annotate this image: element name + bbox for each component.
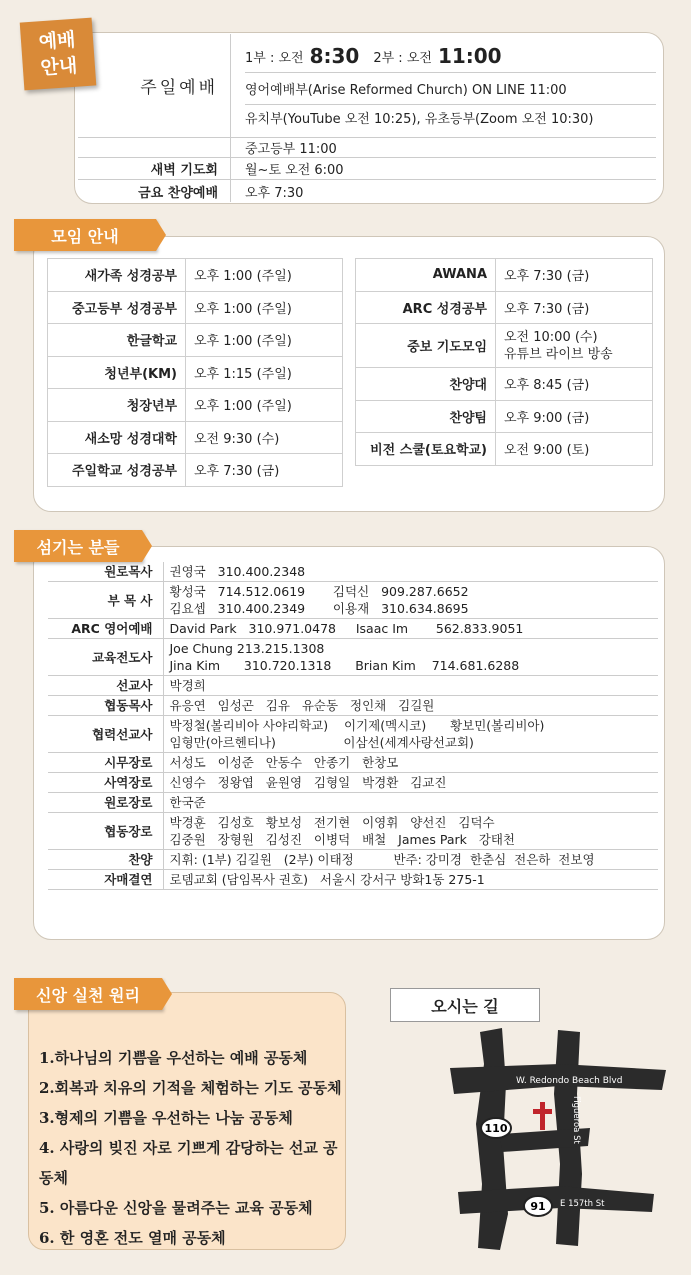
staff-row xyxy=(48,773,658,793)
staff-tag: 섬기는 분들 xyxy=(14,530,142,562)
dawn-label: 새벽 기도회 xyxy=(150,163,218,178)
sunday-row xyxy=(78,34,656,138)
staff-row xyxy=(48,793,658,813)
staff-names xyxy=(163,619,658,639)
meeting-name: 비전 스쿨(토요학교) xyxy=(356,433,496,466)
staff-names xyxy=(163,773,658,793)
staff-names xyxy=(163,676,658,696)
dawn-row xyxy=(78,158,656,180)
youth-service: 중고등부 11:00 xyxy=(230,138,656,157)
staff-role: 원로장로 xyxy=(48,793,163,813)
worship-tag-line1: 예배 xyxy=(38,28,77,54)
staff-row xyxy=(48,850,658,870)
service1-time: 8:30 xyxy=(309,44,360,68)
meeting-name: 주일학교 성경공부 xyxy=(48,454,186,487)
principles-list xyxy=(39,1043,345,1253)
meeting-row xyxy=(48,389,343,422)
staff-role: 자매결연 xyxy=(48,870,163,890)
staff-line: 김중원 장형원 김성진 이병덕 배철 James Park 강태천 xyxy=(169,832,516,847)
meeting-row xyxy=(356,368,653,401)
meeting-row xyxy=(48,324,343,357)
meeting-name: AWANA xyxy=(356,259,496,292)
principles-tag: 신앙 실천 원리 xyxy=(14,978,162,1010)
staff-names xyxy=(163,562,658,582)
meeting-time: 오후 7:30 (금) xyxy=(186,454,343,487)
meeting-time: 오전 9:30 (수) xyxy=(186,421,343,454)
staff-role: 교육전도사 xyxy=(48,639,163,676)
meeting-name: 새가족 성경공부 xyxy=(48,259,186,292)
meeting-name: 한글학교 xyxy=(48,324,186,357)
worship-tag-line2: 안내 xyxy=(39,54,78,80)
meeting-time: 오후 1:00 (주일) xyxy=(186,291,343,324)
friday-time: 오후 7:30 xyxy=(230,180,656,202)
staff-names xyxy=(163,870,658,890)
meeting-row xyxy=(356,291,653,324)
meeting-row xyxy=(48,259,343,292)
staff-role: 사역장로 xyxy=(48,773,163,793)
meeting-name: 중고등부 성경공부 xyxy=(48,291,186,324)
staff-row xyxy=(48,696,658,716)
principle-item: 3.형제의 기쁨을 우선하는 나눔 공동체 xyxy=(39,1109,293,1127)
sunday-services xyxy=(245,41,656,73)
staff-role: 찬양 xyxy=(48,850,163,870)
staff-role: ARC 영어예배 xyxy=(48,619,163,639)
staff-line: Joe Chung 213.215.1308 xyxy=(169,641,325,656)
meeting-name: 중보 기도모임 xyxy=(356,324,496,368)
highway-91-sign xyxy=(524,1196,552,1216)
sunday-values xyxy=(230,34,656,137)
staff-table xyxy=(48,562,658,890)
principle-item: 6. 한 영혼 전도 열매 공동체 xyxy=(39,1229,226,1247)
staff-row xyxy=(48,753,658,773)
staff-line: 한국준 xyxy=(169,795,206,810)
highway-110-sign xyxy=(481,1118,511,1138)
staff-line: 신영수 정왕엽 윤원영 김형일 박경환 김교진 xyxy=(169,775,447,790)
staff-row xyxy=(48,619,658,639)
meeting-time: 오후 9:00 (금) xyxy=(496,400,653,433)
staff-names xyxy=(163,850,658,870)
meeting-row xyxy=(356,433,653,466)
staff-line: 황성국 714.512.0619 김덕신 909.287.6652 xyxy=(169,584,469,599)
meeting-time: 오후 1:00 (주일) xyxy=(186,324,343,357)
worship-table xyxy=(78,34,656,202)
directions-title: 오시는 길 xyxy=(390,988,540,1022)
meeting-time-line2: 유튜브 라이브 방송 xyxy=(504,346,613,362)
meeting-row xyxy=(48,291,343,324)
staff-line: 권영국 310.400.2348 xyxy=(169,564,306,579)
meeting-name: 청장년부 xyxy=(48,389,186,422)
dawn-time: 월~토 오전 6:00 xyxy=(230,158,656,179)
meeting-name: 청년부(KM) xyxy=(48,356,186,389)
staff-names xyxy=(163,813,658,850)
staff-names xyxy=(163,696,658,716)
meeting-row xyxy=(48,454,343,487)
staff-row xyxy=(48,716,658,753)
meeting-time-line1: 오전 10:00 (수) xyxy=(504,329,598,345)
meeting-row xyxy=(48,356,343,389)
staff-names xyxy=(163,639,658,676)
staff-role: 협동목사 xyxy=(48,696,163,716)
staff-line: 서성도 이성준 안동수 안종기 한창모 xyxy=(169,755,399,770)
sunday-label: 주일예배 xyxy=(140,78,218,98)
staff-line: Jina Kim 310.720.1318 Brian Kim 714.681.6288 xyxy=(169,658,520,673)
meeting-name: 찬양팀 xyxy=(356,400,496,433)
principle-item: 1.하나님의 기쁨을 우선하는 예배 공동체 xyxy=(39,1049,308,1067)
staff-line: 임형만(아르헨티나) 이삼선(세계사랑선교회) xyxy=(169,735,474,750)
meetings-right-table xyxy=(355,258,653,466)
service1-label: 1부 : 오전 xyxy=(245,50,304,66)
meetings-left-table xyxy=(47,258,343,487)
meeting-time: 오후 8:45 (금) xyxy=(496,368,653,401)
service2-time: 11:00 xyxy=(437,44,502,68)
meeting-time: 오후 1:00 (주일) xyxy=(186,259,343,292)
staff-line: 김요셉 310.400.2349 이용재 310.634.8695 xyxy=(169,601,469,616)
meeting-name: 새소망 성경대학 xyxy=(48,421,186,454)
meeting-name: ARC 성경공부 xyxy=(356,291,496,324)
directions-map xyxy=(440,1024,670,1254)
staff-line: 지휘: (1부) 김길원 (2부) 이태정 반주: 강미경 한춘심 전은하 전보영 xyxy=(169,852,595,867)
principle-item: 4. 사랑의 빚진 자로 기쁘게 감당하는 선교 공동체 xyxy=(39,1139,338,1187)
meeting-time: 오후 7:30 (금) xyxy=(496,259,653,292)
highway-110-label: 110 xyxy=(484,1122,508,1135)
worship-tag xyxy=(20,18,97,91)
meeting-time xyxy=(496,324,653,368)
friday-label: 금요 찬양예배 xyxy=(138,185,218,201)
staff-line: 유응연 임성곤 김유 유순동 정인채 김길원 xyxy=(169,698,435,713)
staff-line: 박경희 xyxy=(169,678,206,693)
meeting-time: 오후 7:30 (금) xyxy=(496,291,653,324)
meeting-row xyxy=(356,400,653,433)
meeting-row xyxy=(356,324,653,368)
meeting-time: 오전 9:00 (토) xyxy=(496,433,653,466)
street-157th: E 157th St xyxy=(560,1199,605,1209)
kids-service: 유치부(YouTube 오전 10:25), 유초등부(Zoom 오전 10:30) xyxy=(245,112,594,127)
staff-row xyxy=(48,582,658,619)
staff-line: 박경훈 김성호 황보성 전기현 이영휘 양선진 김덕수 xyxy=(169,815,495,830)
staff-line: 박정철(볼리비아 사야리학교) 이기제(멕시코) 황보민(볼리비아) xyxy=(169,718,545,733)
staff-row xyxy=(48,676,658,696)
staff-role: 부 목 사 xyxy=(48,582,163,619)
meeting-time: 오후 1:15 (주일) xyxy=(186,356,343,389)
meeting-time: 오후 1:00 (주일) xyxy=(186,389,343,422)
staff-role: 협동장로 xyxy=(48,813,163,850)
english-service: 영어예배부(Arise Reformed Church) ON LINE 11:00 xyxy=(245,73,656,105)
staff-row xyxy=(48,813,658,850)
staff-names xyxy=(163,793,658,813)
meeting-row xyxy=(356,259,653,292)
principle-item: 5. 아름다운 신앙을 물려주는 교육 공동체 xyxy=(39,1199,313,1217)
principles-panel xyxy=(28,992,346,1250)
meetings-tag: 모임 안내 xyxy=(14,219,156,251)
staff-line: 로뎀교회 (담임목사 권호) 서울시 강서구 방화1동 275-1 xyxy=(169,872,485,887)
staff-names xyxy=(163,582,658,619)
staff-names xyxy=(163,753,658,773)
staff-role: 협력선교사 xyxy=(48,716,163,753)
staff-row xyxy=(48,870,658,890)
street-figueroa: Figueroa St xyxy=(571,1096,581,1144)
principle-item: 2.회복과 치유의 기적을 체험하는 기도 공동체 xyxy=(39,1079,342,1097)
staff-row xyxy=(48,562,658,582)
staff-line: David Park 310.971.0478 Isaac Im 562.833.9051 xyxy=(169,621,524,636)
highway-91-label: 91 xyxy=(530,1200,546,1213)
youth-row xyxy=(78,138,656,158)
street-redondo: W. Redondo Beach Blvd xyxy=(516,1076,623,1086)
meeting-row xyxy=(48,421,343,454)
staff-role: 시무장로 xyxy=(48,753,163,773)
staff-row xyxy=(48,639,658,676)
staff-role: 원로목사 xyxy=(48,562,163,582)
meeting-name: 찬양대 xyxy=(356,368,496,401)
church-cross-icon xyxy=(533,1102,552,1130)
staff-names xyxy=(163,716,658,753)
staff-role: 선교사 xyxy=(48,676,163,696)
friday-row xyxy=(78,180,656,202)
service2-label: 2부 : 오전 xyxy=(373,50,432,66)
